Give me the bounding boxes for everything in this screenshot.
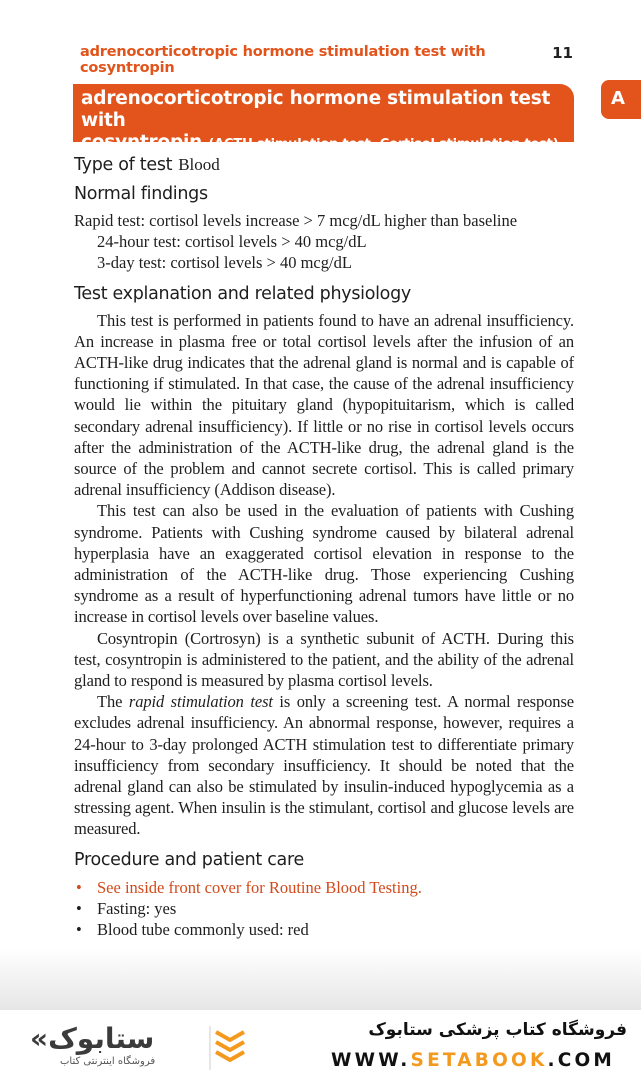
explanation-paragraph: This test is performed in patients found to have an adrenal insufficiency. An increase in plasma free or total cortisol levels after the infusion of an ACTH-like drug indicates that the adrenal gland is normal and is capable of functioning if stimulated. In that case, the cause of the adrenal insufficiency would lie within the pituitary gland (hypopituitarism, which is called secondary adrenal insufficiency). If little or no rise in cortisol levels occurs after the administration of the ACTH-like drug, the adrenal gland is the source of the problem and cannot secrete cortisol. This is called primary adrenal insufficiency (Addison disease). [74,310,574,500]
thumb-index-letter: A [611,88,625,109]
entry-content [74,152,574,940]
type-of-test-label: Type of test [74,155,173,175]
store-name: فروشگاه کتاب پزشکی ستابوک [368,1020,627,1040]
page-number: 11 [552,44,573,62]
store-url[interactable] [331,1050,615,1071]
bottom-fade [0,948,641,1010]
thumb-index-tab[interactable] [601,80,641,119]
logo-subtitle: فروشگاه اینترنتی کتاب [60,1056,156,1067]
normal-findings-heading: Normal findings [74,184,208,204]
p4-italic-term: rapid stimulation test [128,692,273,712]
routine-blood-testing-link[interactable]: • See inside front cover for Routine Blood Testing. [74,877,574,898]
entry-alternate-names: (ACTH stimulation test, Cortisol stimulation test) [208,137,559,152]
entry-title-word: cosyntropin [81,132,203,153]
procedure-item: • Fasting: yes [74,898,574,919]
store-logo [30,1022,250,1074]
explanation-paragraph: This test can also be used in the evaluation of patients with Cushing syndrome. Patients with Cushing syndrome caused by bilateral adrenal hyperplasia have an exaggerated cortisol elevation in response to the administration of the ACTH-like drug. Those experiencing Cushing syndrome as a result of hyperfunctioning adrenal tumors have little or no increase in cortisol levels over baseline values. [74,501,574,627]
normal-findings-list [74,210,574,274]
running-head-title: adrenocorticotropic hormone stimulation test with cosyntropin [80,44,486,76]
type-of-test [74,152,574,179]
procedure-item: • Blood tube commonly used: red [74,919,574,940]
p4-before: The [97,692,129,712]
explanation-body [74,310,574,840]
explanation-paragraph [74,691,574,839]
procedure-heading: Procedure and patient care [74,849,304,870]
book-chevron-icon [208,1026,248,1070]
url-brand: SETABOOK [410,1050,548,1071]
explanation-heading: Test explanation and related physiology [74,283,411,304]
logo-word: «ستابوک [30,1022,155,1055]
running-head [80,44,580,76]
entry-title-box [73,84,574,153]
procedure-list [74,877,574,941]
url-prefix: WWW. [331,1050,411,1071]
type-of-test-value: Blood [178,155,220,174]
finding-line: 24-hour test: cortisol levels > 40 mcg/dL [97,232,367,252]
p4-after: is only a screening test. A normal response excludes adrenal insufficiency. An abnormal response, however, requires a 24-hour to 3-day prolonged ACTH stimulation test to differentiate primary insufficiency from secondary insufficiency. It should be noted that the adrenal gland can also be stimulated by insulin-induced hypoglycemia as a stressing agent. When insulin is the stimulant, cortisol and glucose levels are measured. [74,692,574,839]
finding-line: Rapid test: cortisol levels increase > 7 mcg/dL higher than baseline [74,211,518,230]
entry-title-line1: adrenocorticotropic hormone stimulation test with [81,88,551,131]
url-suffix: .COM [547,1050,616,1071]
finding-line: 3-day test: cortisol levels > 40 mcg/dL [97,253,352,273]
explanation-paragraph: Cosyntropin (Cortrosyn) is a synthetic subunit of ACTH. During this test, cosyntropin is administered to the patient, and the ability of the adrenal gland to respond is measured by plasma cortisol levels. [74,628,574,691]
